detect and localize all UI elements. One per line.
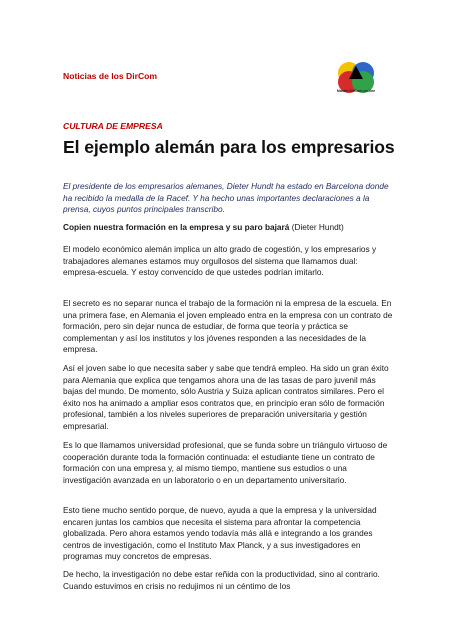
logo-caption: Master DirCom on-line: [336, 89, 376, 93]
body-paragraph: El secreto es no separar nunca el trabajo de la formación ni la empresa de la escuela. En una primera fase, en Alemania el joven empleado entra en la empresa con un contrato de formación, pero sin dejar nunca de estudiar, de forma que teoría y práctica se complementan y así los institutos y los jóvenes responden a las necesidades de la empresa.: [63, 298, 393, 355]
body-paragraph: Así el joven sabe lo que necesita saber y sabe que tendrá empleo. Ha sido un gran éxito para Alemania que explica que tengamos ahora una de las tasas de paro juvenil más bajas del mundo. De momento, sólo Austria y Suiza aplican contratos similares. Pero el éxito nos ha animado a ampliar esos contratos que, en principio eran sólo de formación profesional, también a los niveles superiores de preparación universitaria y gestión empresarial.: [63, 363, 389, 431]
section-label: CULTURA DE EMPRESA: [63, 121, 163, 131]
body-paragraph: El modelo económico alemán implica un alto grado de cogestión, y los empresarios y trabajadores alemanes estamos muy orgullosos del sistema que llamamos dual: empresa-escuela. Y estoy convencido de que ustedes podrían imitarlo.: [63, 244, 377, 278]
body-paragraph: De hecho, la investigación no debe estar reñida con la productividad, sino al contrario. Cuando estuvimos en crisis no redujimos ni un céntimo de los: [63, 569, 380, 591]
quote-attribution: (Dieter Hundt): [289, 222, 344, 232]
body-paragraph: Es lo que llamamos universidad profesional, que se funda sobre un triángulo virtuoso de cooperación durante toda la formación continuada: el estudiante tiene un contrato de formación con una empresa y, al mismo tiempo, mantiene sus estudios o una investigación avanzada en un laboratorio o en un departamento universitario.: [63, 440, 388, 485]
quote-line: [63, 222, 393, 234]
header-label: Noticias de los DirCom: [63, 71, 158, 81]
body-paragraph: Esto tiene mucho sentido porque, de nuevo, ayuda a que la empresa y la universidad encaren juntas los cambios que necesita el sistema para afrontar la competencia globalizada. Pero ahora estamos yendo todavía más allá e integrando a los grandes centros de investigación, como el Instituto Max Planck, y a sus investigadores en programas muy concretos de empresas.: [63, 505, 377, 562]
article-title: El ejemplo alemán para los empresarios: [63, 137, 395, 157]
quote-bold: Copien nuestra formación en la empresa y su paro bajará: [63, 222, 290, 232]
lead-paragraph: El presidente de los empresarios alemanes, Dieter Hundt ha estado en Barcelona donde ha recibido la medalla de la Racef. Y ha hecho unas importantes declaraciones a la prensa, cuyos puntos principales transcribo.: [63, 181, 389, 215]
